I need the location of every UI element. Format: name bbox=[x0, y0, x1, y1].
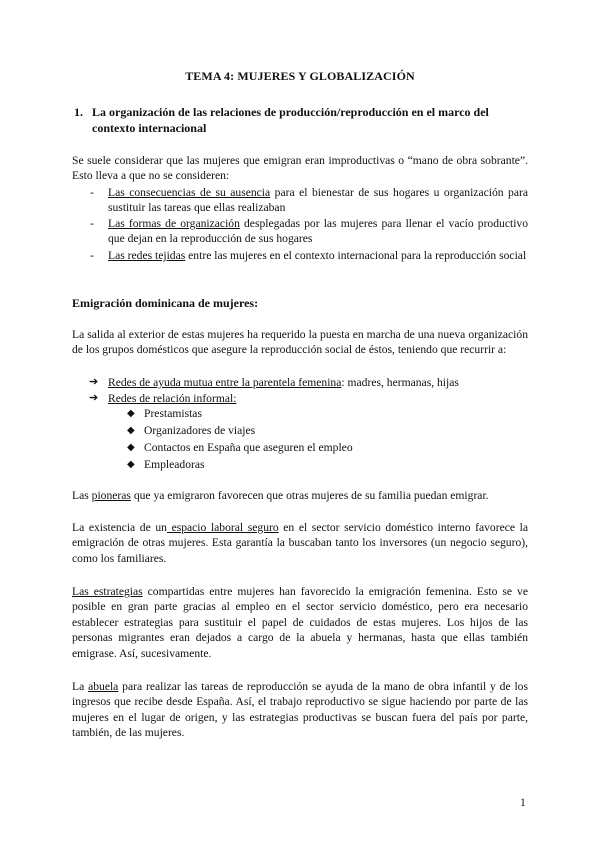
list-item bbox=[127, 457, 524, 472]
dash-bullet: - bbox=[90, 249, 94, 262]
underlined-term: espacio laboral seguro bbox=[166, 521, 279, 534]
pioneras-paragraph bbox=[72, 488, 528, 503]
estrategias-paragraph bbox=[72, 584, 528, 661]
diamond-bullet-icon: ◆ bbox=[127, 408, 135, 419]
dash-bullet: - bbox=[90, 217, 94, 230]
diamond-bullet-icon: ◆ bbox=[127, 459, 135, 470]
text-run: Las bbox=[72, 489, 92, 502]
list-item-text: para el bienestar de sus hogares u organización para sustituir las tareas que ellas realizaban bbox=[108, 186, 528, 215]
document-title: TEMA 4: MUJERES Y GLOBALIZACIÓN bbox=[185, 69, 415, 83]
list-item bbox=[90, 185, 528, 216]
list-item-underlined: Las formas de organización bbox=[108, 217, 240, 230]
salida-paragraph: La salida al exterior de estas mujeres ha requerido la puesta en marcha de una nueva organización de los grupos domésticos que asegure la reproducción social de éstos, teniendo que recurrir a: bbox=[72, 328, 528, 357]
list-item-text: entre las mujeres en el contexto internacional para la reproducción social bbox=[185, 249, 527, 262]
list-item bbox=[89, 375, 528, 390]
list-item bbox=[127, 406, 524, 421]
section-number: 1. bbox=[74, 105, 83, 119]
dash-bullet: - bbox=[90, 186, 94, 199]
page-number: 1 bbox=[520, 796, 526, 809]
list-item-text: desplegadas por las mujeres para llenar el vacío productivo que dejan en la reproducción de sus hogares bbox=[108, 217, 529, 246]
list-item bbox=[89, 391, 528, 406]
list-item-text: Prestamistas bbox=[144, 407, 202, 420]
list-item bbox=[90, 216, 529, 247]
arrow-bullet-icon: ➔ bbox=[89, 376, 99, 388]
list-item bbox=[90, 248, 528, 263]
list-item-underlined: Redes de relación informal: bbox=[108, 392, 237, 405]
underlined-term: Las estrategias bbox=[72, 585, 143, 598]
list-item-underlined: Redes de ayuda mutua entre la parentela femenina bbox=[108, 376, 342, 389]
list-item-text: Organizadores de viajes bbox=[144, 424, 256, 437]
underlined-term: pioneras bbox=[91, 489, 131, 502]
text-run: La existencia de un bbox=[72, 521, 167, 534]
abuela-paragraph bbox=[72, 679, 528, 741]
section-heading-1 bbox=[74, 104, 532, 136]
espacio-paragraph bbox=[72, 520, 528, 566]
text-run: en el sector servicio doméstico interno favorece la emigración de otras mujeres. Esta garantía la buscaban tanto los inversores (un negocio seguro), como los familiares. bbox=[72, 521, 529, 565]
text-run: La bbox=[72, 680, 89, 693]
text-run: para realizar las tareas de reproducción se ayuda de la mano de obra infantil y de los ingresos que recibe desde España. Así, el trabajo reproductivo se sigue haciendo por parte de las mujeres en el lugar de origen, y las estrategias productivas se buscan fuera del país por parte, también, de las mujeres. bbox=[72, 680, 528, 740]
list-item-text: Empleadoras bbox=[144, 458, 205, 471]
list-item-text: Contactos en España que aseguren el empleo bbox=[144, 441, 353, 454]
list-item-underlined: Las consecuencias de su ausencia bbox=[108, 186, 271, 199]
text-run: que ya emigraron favorecen que otras mujeres de su familia puedan emigrar. bbox=[130, 489, 489, 502]
list-item bbox=[127, 440, 524, 455]
diamond-bullet-icon: ◆ bbox=[127, 442, 135, 453]
section-heading-2: Emigración dominicana de mujeres: bbox=[72, 296, 259, 310]
section-heading-text: La organización de las relaciones de producción/reproducción en el marco del contexto internacional bbox=[92, 105, 489, 135]
diamond-bullet-icon: ◆ bbox=[127, 425, 135, 436]
underlined-term: abuela bbox=[88, 680, 119, 693]
text-run: compartidas entre mujeres han favorecido la emigración femenina. Esto se ve posible en gran parte gracias al empleo en el sector servicio doméstico, pero era necesario establecer estrategias para sustituir el papel de cuidados de estas mujeres. Los hijos de las personas migrantes eran dejados a cargo de la abuela y hermanas, hasta que ellas también emigrase. Así, sucesivamente. bbox=[72, 585, 528, 660]
intro-paragraph: Se suele considerar que las mujeres que emigran eran improductivas o “mano de obra sobrante”. Esto lleva a que no se consideren: bbox=[72, 154, 528, 183]
arrow-bullet-icon: ➔ bbox=[89, 392, 99, 404]
list-item-text: : madres, hermanas, hijas bbox=[341, 376, 459, 389]
list-item bbox=[127, 423, 524, 438]
list-item-underlined: Las redes tejidas bbox=[108, 249, 186, 262]
